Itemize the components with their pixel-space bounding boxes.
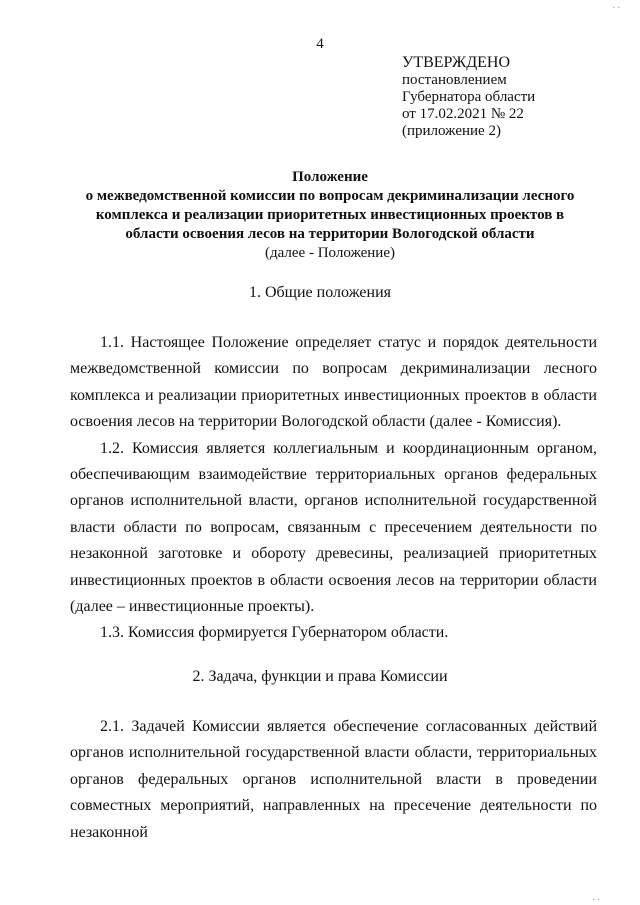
section-1-body xyxy=(70,330,597,647)
title-line-1: Положение xyxy=(292,169,368,185)
approval-line-2: Губернатора области xyxy=(402,89,536,105)
title-line-5: (далее - Положение) xyxy=(265,245,395,261)
paragraph-1-2: 1.2. Комиссия является коллегиальным и координационным органом, обеспечивающим взаимодействие территориальных органов федеральных органов исполнительной власти, органов исполнительной государственной власти области по вопросам, связанным с пресечением деятельности по незаконной заготовке и обороту древесины, реализацией приоритетных инвестиционных проектов в области освоения лесов на территории области (далее – инвестиционные проекты). xyxy=(70,439,597,616)
title-line-3: комплекса и реализации приоритетных инвестиционных проектов в xyxy=(95,207,565,223)
approval-line-4: (приложение 2) xyxy=(402,123,501,139)
page-number: 4 xyxy=(316,36,324,52)
paragraph-1-3: 1.3. Комиссия формируется Губернатором области. xyxy=(100,624,449,642)
paragraph-2-1: 2.1. Задачей Комиссии является обеспечение согласованных действий органов исполнительной государственной власти области, территориальных органов федеральных органов исполнительной власти в проведении совместных мероприятий, направленных на пресечение деятельности по незаконной xyxy=(70,718,597,841)
approval-line-3: от 17.02.2021 № 22 xyxy=(402,106,524,122)
section-2-body xyxy=(70,714,597,846)
paragraph-1-1: 1.1. Настоящее Положение определяет статус и порядок деятельности межведомственной комиссии по вопросам декриминализации лесного комплекса и реализации приоритетных инвестиционных проектов в области освоения лесов на территории Вологодской области (далее - Комиссия). xyxy=(70,334,597,431)
title-line-2: о межведомственной комиссии по вопросам декриминализации лесного xyxy=(85,188,575,204)
approval-line-1: постановлением xyxy=(402,72,507,88)
approval-block xyxy=(402,54,535,140)
section-heading-1: 1. Общие положения xyxy=(248,284,392,301)
section-heading-2: 2. Задача, функции и права Комиссии xyxy=(192,668,448,685)
corner-mark-top: . . xyxy=(612,0,620,11)
approval-heading: УТВЕРЖДЕНО xyxy=(402,54,511,71)
document-title xyxy=(60,168,600,263)
corner-mark-bottom: . . xyxy=(592,892,600,903)
title-line-4: области освоения лесов на территории Вологодской области xyxy=(125,226,535,242)
